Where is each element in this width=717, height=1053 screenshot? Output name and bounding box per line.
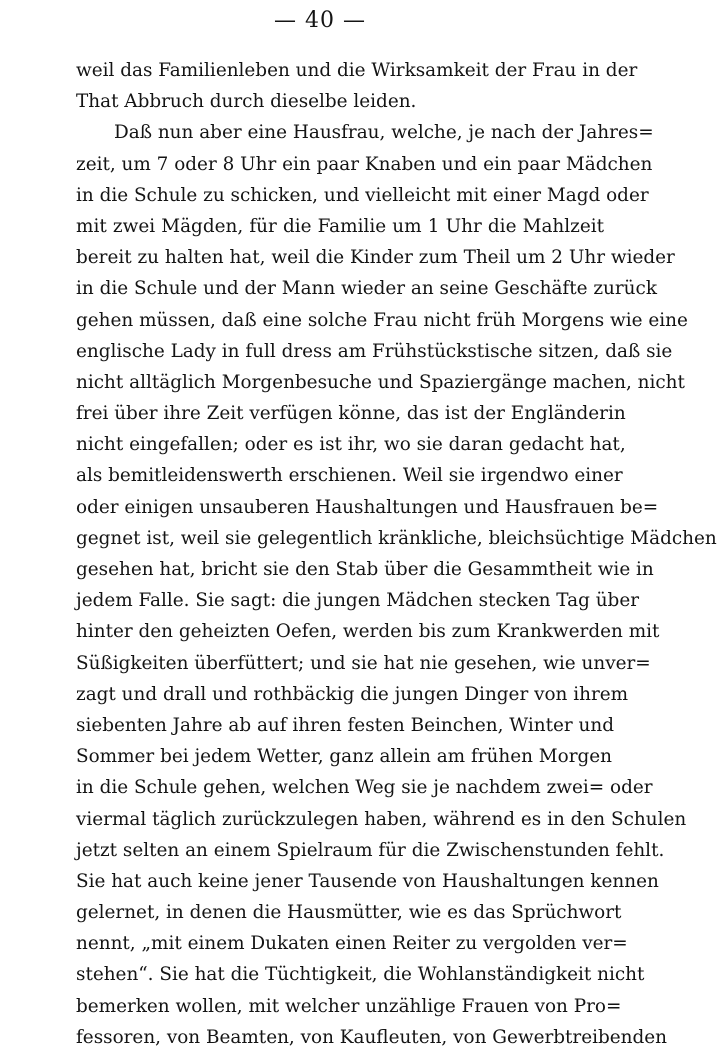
text-line: gelernet, in denen die Hausmütter, wie es das Sprüchwort bbox=[76, 902, 622, 924]
text-line: Sie hat auch keine jener Tausende von Haushaltungen kennen bbox=[76, 870, 659, 892]
text-line: englische Lady in full dress am Frühstückstische sitzen, daß sie bbox=[76, 340, 673, 362]
text-line: nennt, „mit einem Dukaten einen Reiter zu vergolden ver= bbox=[76, 933, 628, 955]
text-line: Daß nun aber eine Hausfrau, welche, je nach der Jahres= bbox=[114, 122, 654, 144]
text-line: fessoren, von Beamten, von Kaufleuten, von Gewerbtreibenden bbox=[76, 1026, 667, 1048]
text-line: als bemitleidenswerth erschienen. Weil sie irgendwo einer bbox=[76, 465, 623, 487]
text-line: in die Schule gehen, welchen Weg sie je nachdem zwei= oder bbox=[76, 777, 653, 799]
page-number: — 40 — bbox=[274, 8, 366, 33]
text-line: Süßigkeiten überfüttert; und sie hat nie gesehen, wie unver= bbox=[76, 652, 651, 674]
text-line: gegnet ist, weil sie gelegentlich kränkliche, bleichsüchtige Mädchen bbox=[76, 527, 717, 549]
text-line: oder einigen unsauberen Haushaltungen und Hausfrauen be= bbox=[76, 496, 659, 518]
text-line: gesehen hat, bricht sie den Stab über die Gesammtheit wie in bbox=[76, 559, 654, 580]
text-line: in die Schule und der Mann wieder an seine Geschäfte zurück bbox=[76, 278, 657, 300]
text-line: siebenten Jahre ab auf ihren festen Beinchen, Winter und bbox=[76, 714, 614, 736]
body-text bbox=[76, 55, 717, 1053]
text-line: jedem Falle. Sie sagt: die jungen Mädchen stecken Tag über bbox=[76, 590, 640, 612]
text-line: bemerken wollen, mit welcher unzählige Frauen von Pro= bbox=[76, 995, 622, 1017]
text-line: jetzt selten an einem Spielraum für die Zwischenstunden fehlt. bbox=[76, 839, 665, 861]
text-line: That Abbruch durch dieselbe leiden. bbox=[76, 91, 417, 113]
text-line: Sommer bei jedem Wetter, ganz allein am frühen Morgen bbox=[76, 746, 612, 768]
text-line: nicht eingefallen; oder es ist ihr, wo sie daran gedacht hat, bbox=[76, 434, 626, 456]
text-line: mit zwei Mägden, für die Familie um 1 Uhr die Mahlzeit bbox=[76, 215, 604, 237]
text-line: stehen“. Sie hat die Tüchtigkeit, die Wohlanständigkeit nicht bbox=[76, 964, 645, 986]
text-line: in die Schule zu schicken, und vielleicht mit einer Magd oder bbox=[76, 184, 649, 206]
text-line: gehen müssen, daß eine solche Frau nicht früh Morgens wie eine bbox=[76, 309, 688, 331]
text-line: viermal täglich zurückzulegen haben, während es in den Schulen bbox=[76, 808, 687, 830]
text-line: frei über ihre Zeit verfügen könne, das ist der Engländerin bbox=[76, 403, 626, 425]
text-line: hinter den geheizten Oefen, werden bis zum Krankwerden mit bbox=[76, 621, 660, 643]
text-line: nicht alltäglich Morgenbesuche und Spaziergänge machen, nicht bbox=[76, 371, 685, 393]
text-line: zeit, um 7 oder 8 Uhr ein paar Knaben und ein paar Mädchen bbox=[76, 153, 653, 175]
text-line: zagt und drall und rothbäckig die jungen Dinger von ihrem bbox=[76, 683, 629, 705]
text-line: weil das Familienleben und die Wirksamkeit der Frau in der bbox=[76, 60, 638, 81]
text-line: bereit zu halten hat, weil die Kinder zum Theil um 2 Uhr wieder bbox=[76, 247, 675, 269]
